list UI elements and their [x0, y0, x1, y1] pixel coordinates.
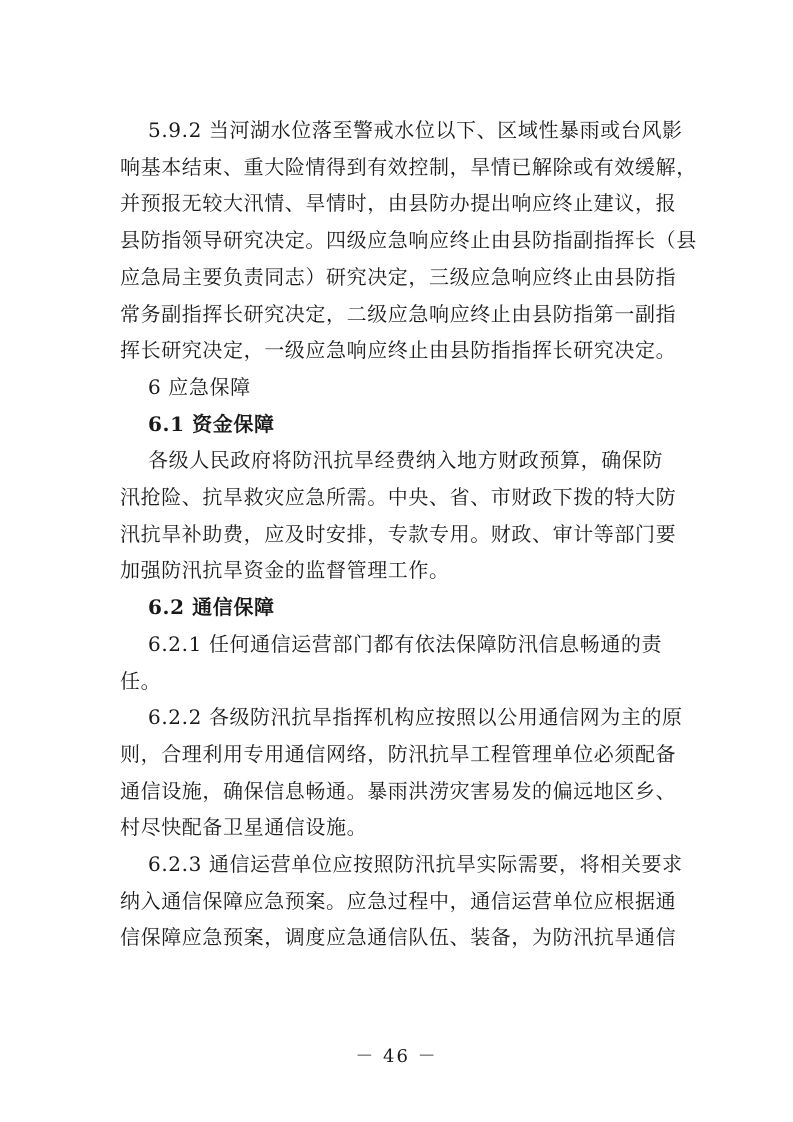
text-line: 6.2.3 通信运营单位应按照防汛抗旱实际需要，将相关要求	[148, 852, 683, 877]
text-line: 通信设施，确保信息畅通。暴雨洪涝灾害易发的偏远地区乡、	[120, 778, 677, 803]
text-line: 信保障应急预案，调度应急通信队伍、装备，为防汛抗旱通信	[120, 925, 677, 950]
text-line: 6.2.2 各级防汛抗旱指挥机构应按照以公用通信网为主的原	[148, 705, 683, 730]
text-line: 加强防汛抗旱资金的监督管理工作。	[120, 558, 450, 583]
page-number: － 46 －	[355, 1046, 438, 1067]
paragraph-5-9-2	[120, 112, 697, 369]
text-line: 则，合理利用专用通信网络，防汛抗旱工程管理单位必须配备	[120, 741, 677, 766]
text-line: 县防指领导研究决定。四级应急响应终止由县防指副指挥长（县	[120, 228, 697, 253]
section-6-heading: 6 应急保障	[148, 374, 251, 399]
section-6-1-heading: 6.1 资金保障	[148, 411, 275, 436]
text-line: 并预报无较大汛情、旱情时，由县防办提出响应终止建议，报	[120, 191, 677, 216]
text-line: 应急局主要负责同志）研究决定，三级应急响应终止由县防指	[120, 264, 677, 289]
text-line: 挥长研究决定，一级应急响应终止由县防指指挥长研究决定。	[120, 338, 677, 363]
text-line: 5.9.2 当河湖水位落至警戒水位以下、区域性暴雨或台风影	[148, 118, 683, 142]
paragraph-6-2-1	[120, 626, 680, 699]
text-line: 汛抗旱补助费，应及时安排，专款专用。财政、审计等部门要	[120, 521, 677, 546]
document-body	[120, 112, 697, 956]
text-line: 响基本结束、重大险情得到有效控制，旱情已解除或有效缓解，	[120, 154, 697, 179]
text-line: 任。	[120, 668, 162, 693]
section-6-2-heading: 6.2 通信保障	[148, 595, 275, 620]
text-line: 汛抢险、抗旱救灾应急所需。中央、省、市财政下拨的特大防	[120, 485, 677, 510]
text-line: 纳入通信保障应急预案。应急过程中，通信运营单位应根据通	[120, 888, 677, 913]
paragraph-6-2-3	[120, 846, 683, 956]
text-line: 6.2.1 任何通信运营部门都有依法保障防汛信息畅通的责	[148, 631, 663, 656]
paragraph-6-2-2	[120, 699, 683, 846]
paragraph-6-1	[120, 442, 680, 589]
text-line: 各级人民政府将防汛抗旱经费纳入地方财政预算，确保防	[148, 448, 663, 473]
text-line: 常务副指挥长研究决定，二级应急响应终止由县防指第一副指	[120, 301, 677, 326]
text-line: 村尽快配备卫星通信设施。	[120, 815, 368, 840]
